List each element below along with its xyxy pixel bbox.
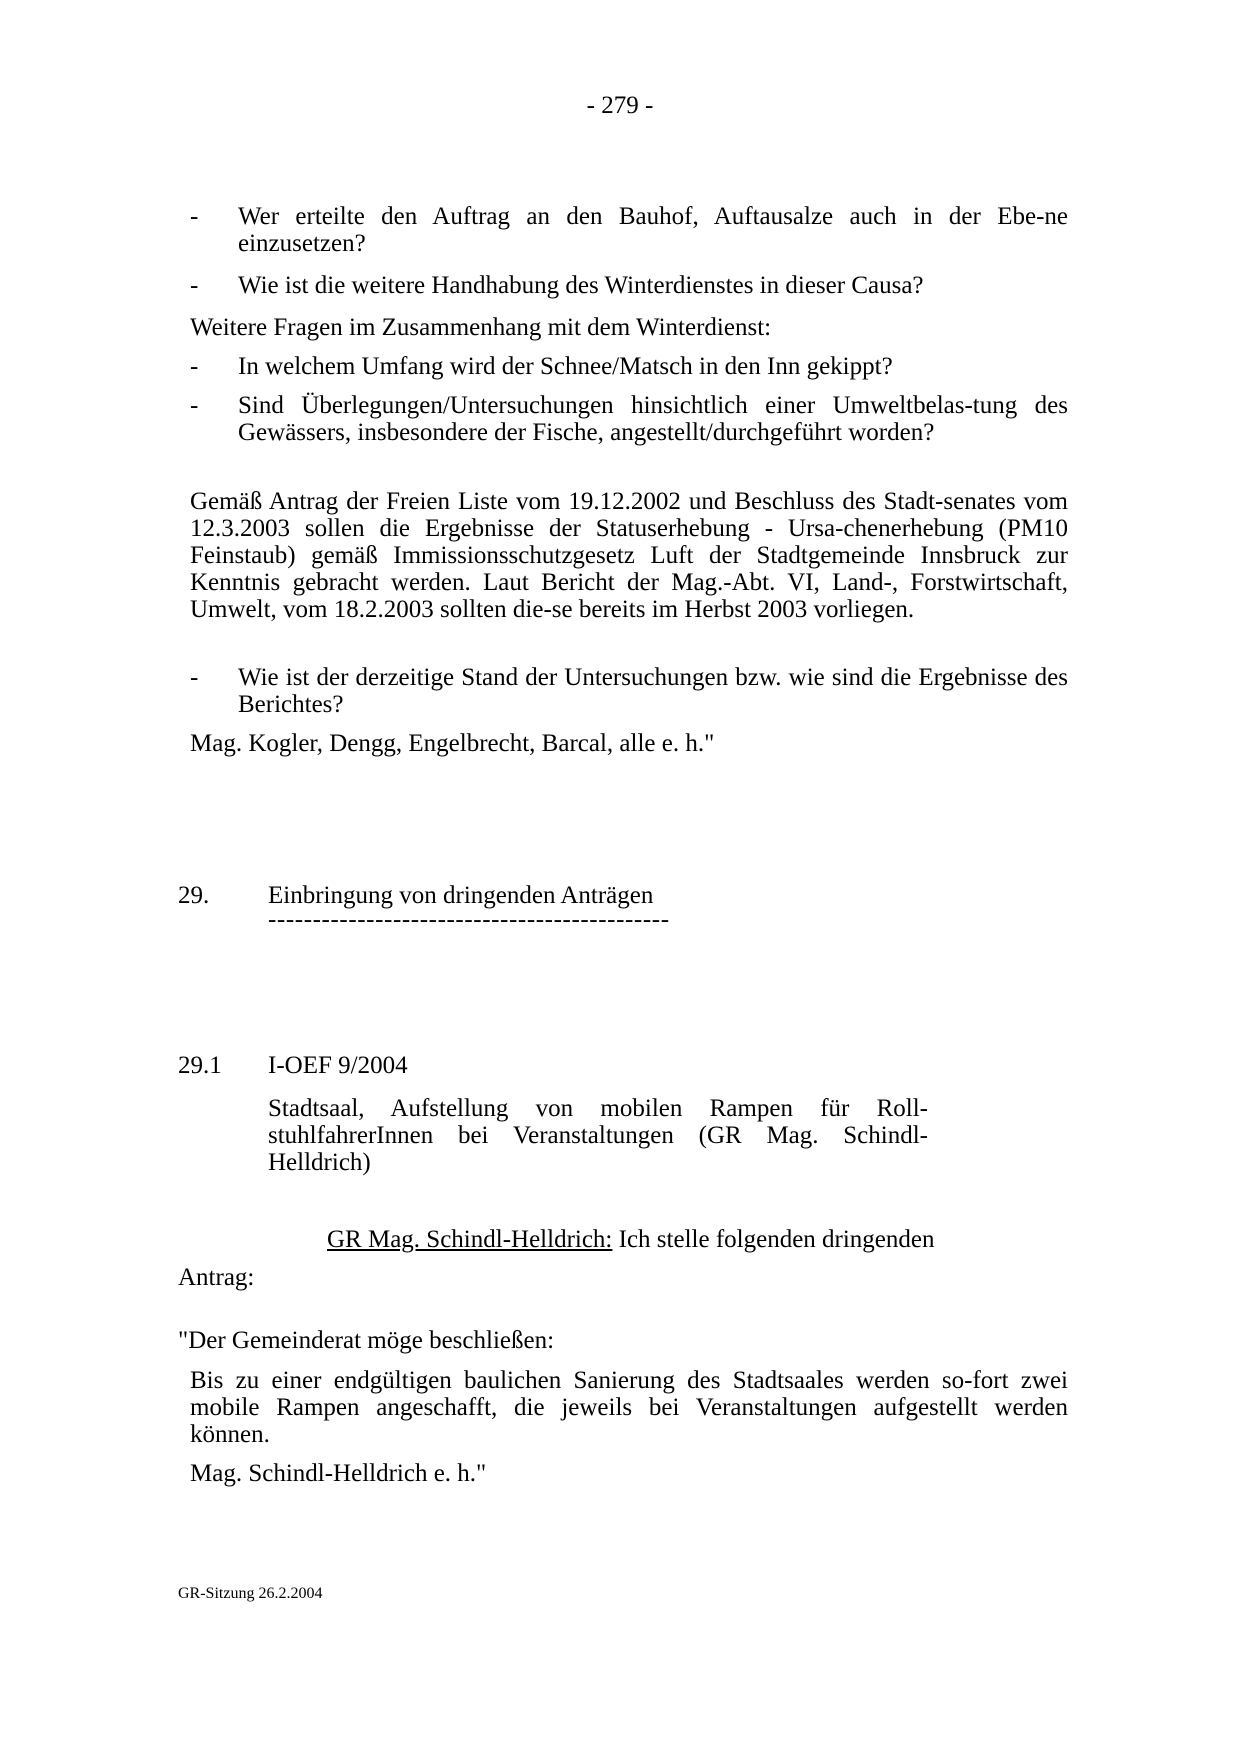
subsection-code: I-OEF 9/2004 bbox=[268, 1052, 408, 1079]
section-title: Einbringung von dringenden Anträgen bbox=[268, 882, 654, 909]
list-marker: - bbox=[190, 203, 199, 230]
list-item-text: Sind Überlegungen/Untersuchungen hinsichtlich einer Umweltbelas-tung des Gewässers, insbesondere der Fische, angestellt/durchgeführt worden? bbox=[238, 392, 1068, 446]
footer-text: GR-Sitzung 26.2.2004 bbox=[178, 1585, 323, 1602]
list-item bbox=[190, 392, 1068, 446]
page-number: - 279 - bbox=[586, 92, 654, 119]
section-title-rule: --------------------------------------------- bbox=[268, 906, 670, 933]
list-item bbox=[190, 272, 1068, 299]
section-number: 29. bbox=[178, 882, 210, 909]
list-marker: - bbox=[190, 272, 199, 299]
list-item bbox=[190, 353, 1068, 380]
speaker-name: GR Mag. Schindl-Helldrich: bbox=[327, 1226, 613, 1253]
list-item bbox=[190, 203, 1068, 257]
motion-text: Bis zu einer endgültigen baulichen Sanierung des Stadtsaales werden so-fort zwei mobile Rampen angeschafft, die jeweils bei Veranstaltungen aufgestellt werden können. bbox=[190, 1367, 1068, 1448]
list-item-text: Wer erteilte den Auftrag an den Bauhof, Auftausalze auch in der Ebe-ne einzusetzen? bbox=[238, 203, 1068, 257]
subsection-subject: Stadtsaal, Aufstellung von mobilen Rampen für Roll-stuhlfahrerInnen bei Veranstaltungen (GR Mag. Schindl-Helldrich) bbox=[268, 1095, 928, 1176]
further-questions-intro: Weitere Fragen im Zusammenhang mit dem Winterdienst: bbox=[190, 314, 772, 341]
list-item bbox=[190, 664, 1068, 718]
signature-2: Mag. Schindl-Helldrich e. h." bbox=[190, 1460, 487, 1487]
list-item-text: Wie ist die weitere Handhabung des Winterdienstes in dieser Causa? bbox=[238, 272, 924, 299]
list-marker: - bbox=[190, 664, 199, 691]
subsection-number: 29.1 bbox=[178, 1052, 222, 1079]
list-item-text: In welchem Umfang wird der Schnee/Matsch in den Inn gekippt? bbox=[238, 353, 893, 380]
list-marker: - bbox=[190, 353, 199, 380]
speech-continuation: Antrag: bbox=[178, 1264, 255, 1291]
motion-intro: "Der Gemeinderat möge beschließen: bbox=[178, 1327, 555, 1354]
signature-1: Mag. Kogler, Dengg, Engelbrecht, Barcal, alle e. h." bbox=[190, 730, 715, 757]
speech-text: Ich stelle folgenden dringenden bbox=[618, 1226, 935, 1253]
list-item-text: Wie ist der derzeitige Stand der Untersuchungen bzw. wie sind die Ergebnisse des Berichtes? bbox=[238, 664, 1068, 718]
list-marker: - bbox=[190, 392, 199, 419]
paragraph-antrag: Gemäß Antrag der Freien Liste vom 19.12.2002 und Beschluss des Stadt-senates vom 12.3.2003 sollen die Ergebnisse der Statuserhebung - Ursa-chenerhebung (PM10 Feinstaub) gemäß Immissionsschutzgesetz Luft der Stadtgemeinde Innsbruck zur Kenntnis gebracht werden. Laut Bericht der Mag.-Abt. VI, Land-, Forstwirtschaft, Umwelt, vom 18.2.2003 sollten die-se bereits im Herbst 2003 vorliegen. bbox=[190, 488, 1068, 623]
speech-line bbox=[327, 1226, 935, 1253]
